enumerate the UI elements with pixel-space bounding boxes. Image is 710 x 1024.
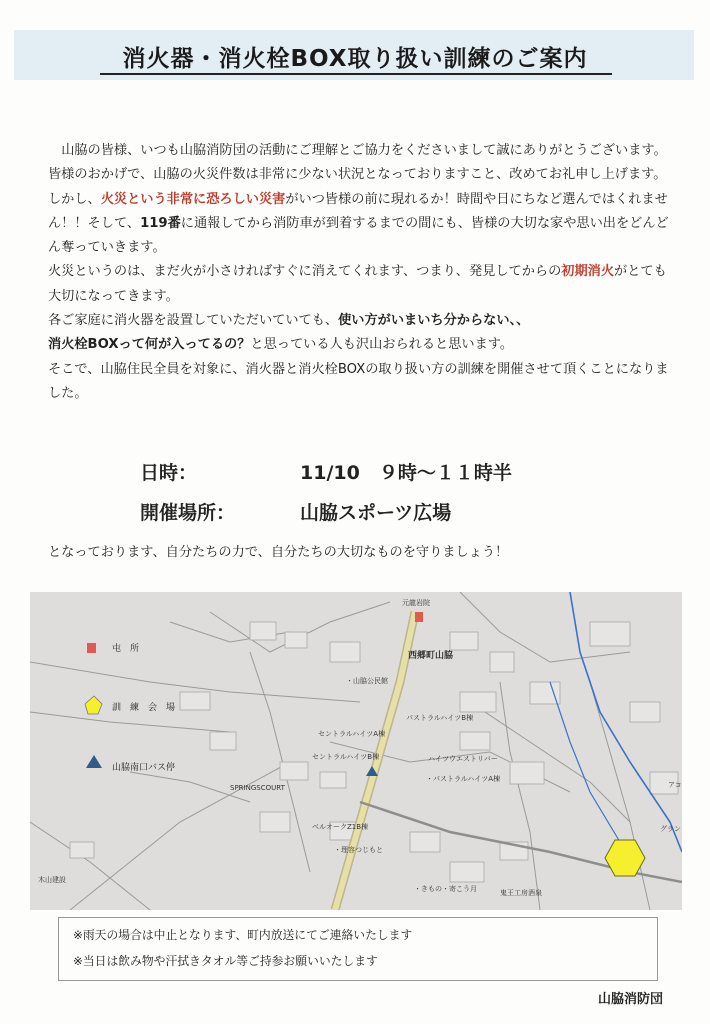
legend-tonsho-icon <box>87 643 96 653</box>
text-span: と思っている人も沢山おられると思います。 <box>250 337 514 353</box>
legend-bus-icon <box>86 755 102 768</box>
text-span: しかし、 <box>48 191 101 207</box>
map-label: ・山脇公民館 <box>346 677 388 685</box>
note-bring: ※当日は飲み物や汗拭きタオル等ご持参お願いいたします <box>73 954 378 968</box>
map-tonsho-marker <box>415 612 423 622</box>
map-graphic <box>30 592 682 910</box>
notes-box <box>58 917 658 981</box>
highlight-initial-fire: 初期消火 <box>561 264 615 280</box>
paragraph-training: そこで、山脇住民全員を対象に、消火器と消火栓BOXの取り扱い方の訓練を開催させて頂くことになりました。 <box>48 361 669 401</box>
date-value: 11/10 ９時～１１時半 <box>300 462 512 484</box>
emergency-number: 119番 <box>140 215 181 231</box>
map-label: セントラルハイツB棟 <box>312 753 380 761</box>
map-label: セントラルハイツA棟 <box>318 730 386 738</box>
text-span: 各ご家庭に消火器を設置していただいていても、 <box>48 313 339 329</box>
area-map <box>30 592 682 910</box>
paragraph-initial-fire <box>48 260 678 309</box>
closing-text: となっております、自分たちの力で、自分たちの大切なものを守りましょう！ <box>48 545 509 560</box>
date-label: 日時： <box>140 462 198 484</box>
highlight-disaster: 火災という非常に恐ろしい災害 <box>100 191 286 207</box>
legend-bus-label: 山脇南口バス停 <box>112 763 176 773</box>
map-label: 木山建設 <box>38 876 66 884</box>
map-label: ・パストラルハイツA棟 <box>426 775 501 783</box>
map-label: ハイツウエストリバー <box>428 755 498 763</box>
map-label: 鬼王工房酒泉 <box>500 889 542 897</box>
map-label: ・きもの・寄こう月 <box>414 885 477 893</box>
legend-tonsho-label: 屯 所 <box>112 644 140 654</box>
organization-name: 山脇消防団 <box>598 992 664 1007</box>
bold-usage: 使い方がいまいち分からない、、 <box>338 313 530 329</box>
text-span: に通報してから消防車が到着するまでの間にも、皆様の大切な家や思い出をどんどん奪っていきます。 <box>48 215 669 256</box>
paragraph-danger <box>48 188 678 261</box>
page-title: 消火器・消火栓BOX取り扱い訓練のご案内 <box>122 46 588 72</box>
map-label: パストラルハイツB棟 <box>406 714 474 722</box>
map-label: アコ <box>668 781 682 789</box>
place-label: 開催場所： <box>140 502 236 524</box>
map-label: ベルオークZ1B棟 <box>312 823 369 831</box>
legend-venue-label: 訓 練 会 場 <box>112 703 176 713</box>
paragraph-greeting: 山脇の皆様、いつも山脇消防団の活動にご理解とご協力をくださいまして誠にありがとうございます。 <box>61 143 667 158</box>
paragraph-thanks: 皆様のおかげで、山脇の火災件数は非常に少ない状況となっておりますこと、改めてお礼申し上げます。 <box>48 167 667 183</box>
map-label: 西郷町山脇 <box>408 651 454 661</box>
map-label: SPRINGSCOURT <box>230 784 285 792</box>
announcement-body <box>48 139 678 406</box>
text-span: 火災というのは、まだ火が小さければすぐに消えてくれます、つまり、発見してからの <box>48 264 562 280</box>
map-label: ・理容つじもと <box>334 846 383 854</box>
place-value: 山脇スポーツ広場 <box>300 502 452 524</box>
map-label: 元龍岩院 <box>402 599 430 607</box>
map-label: グラン <box>660 825 681 833</box>
note-rain: ※雨天の場合は中止となります、町内放送にてご連絡いたします <box>73 928 413 942</box>
legend-venue-icon <box>85 696 102 714</box>
paragraph-usage <box>48 309 678 358</box>
map-venue-marker <box>605 840 645 876</box>
bold-box-question: 消火栓BOXって何が入ってるの？ <box>48 337 251 353</box>
text-span: がいつ皆様の前に現れるか！時間や日にちなど選んではくれません！！そして、 <box>48 191 668 231</box>
title-underline <box>100 73 612 75</box>
text-span: がとても大切になってきます。 <box>48 264 667 304</box>
